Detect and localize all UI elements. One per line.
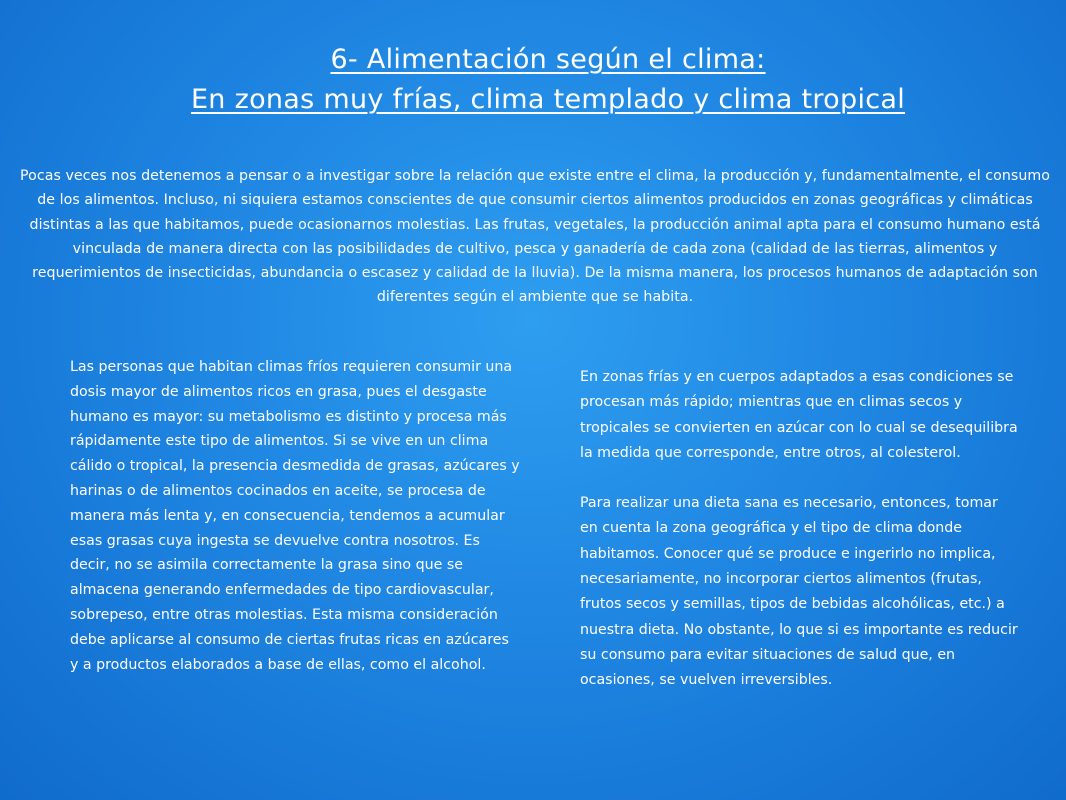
intro-paragraph: Pocas veces nos detenemos a pensar o a investigar sobre la relación que existe entre el clima, la producción y, fundamentalmente, el consumo de los alimentos. Incluso, ni siquiera estamos conscientes de que consumir ciertos alimentos producidos en zonas geográficas y climáticas distintas a las que habitamos, puede ocasionarnos molestias. Las frutas, vegetales, la producción animal apta para el consumo humano está vinculada de manera directa con las posibilidades de cultivo, pesca y ganadería de cada zona (calidad de las tierras, alimentos y requerimientos de insecticidas, abundancia o escasez y calidad de la lluvia). De la misma manera, los procesos humanos de adaptación son diferentes según el ambiente que se habita. bbox=[20, 168, 1050, 306]
right-column-paragraph-2: Para realizar una dieta sana es necesario, entonces, tomar en cuenta la zona geográfica y el tipo de clima donde habitamos. Conocer qué se produce e ingerirlo no implica, necesariamente, no incorporar ciertos alimentos (frutas, frutos secos y semillas, tipos de bebidas alcohólicas, etc.) a nuestra dieta. No obstante, lo que si es importante es reducir su consumo para evitar situaciones de salud que, en ocasiones, se vuelven irreversibles. bbox=[580, 495, 1018, 689]
left-column bbox=[70, 355, 520, 677]
left-column-text: Las personas que habitan climas fríos requieren consumir una dosis mayor de alimentos ricos en grasa, pues el desgaste humano es mayor: su metabolismo es distinto y procesa más rápidamente este tipo de alimentos. Si se vive en un clima cálido o tropical, la presencia desmedida de grasas, azúcares y harinas o de alimentos cocinados en aceite, se procesa de manera más lenta y, en consecuencia, tendemos a acumular esas grasas cuya ingesta se devuelve contra nosotros. Es decir, no se asimila correctamente la grasa sino que se almacena generando enfermedades de tipo cardiovascular, sobrepeso, entre otras molestias. Esta misma consideración debe aplicarse al consumo de ciertas frutas ricas en azúcares y a productos elaborados a base de ellas, como el alcohol. bbox=[70, 359, 520, 673]
slide-title bbox=[0, 40, 1066, 120]
right-column bbox=[580, 365, 1020, 694]
title-line-2: En zonas muy frías, clima templado y clima tropical bbox=[190, 84, 906, 115]
right-column-paragraph-1: En zonas frías y en cuerpos adaptados a esas condiciones se procesan más rápido; mientras que en climas secos y tropicales se convierten en azúcar con lo cual se desequilibra la medida que corresponde, entre otros, al colesterol. bbox=[580, 369, 1018, 461]
title-line-1: 6- Alimentación según el clima: bbox=[330, 44, 766, 75]
